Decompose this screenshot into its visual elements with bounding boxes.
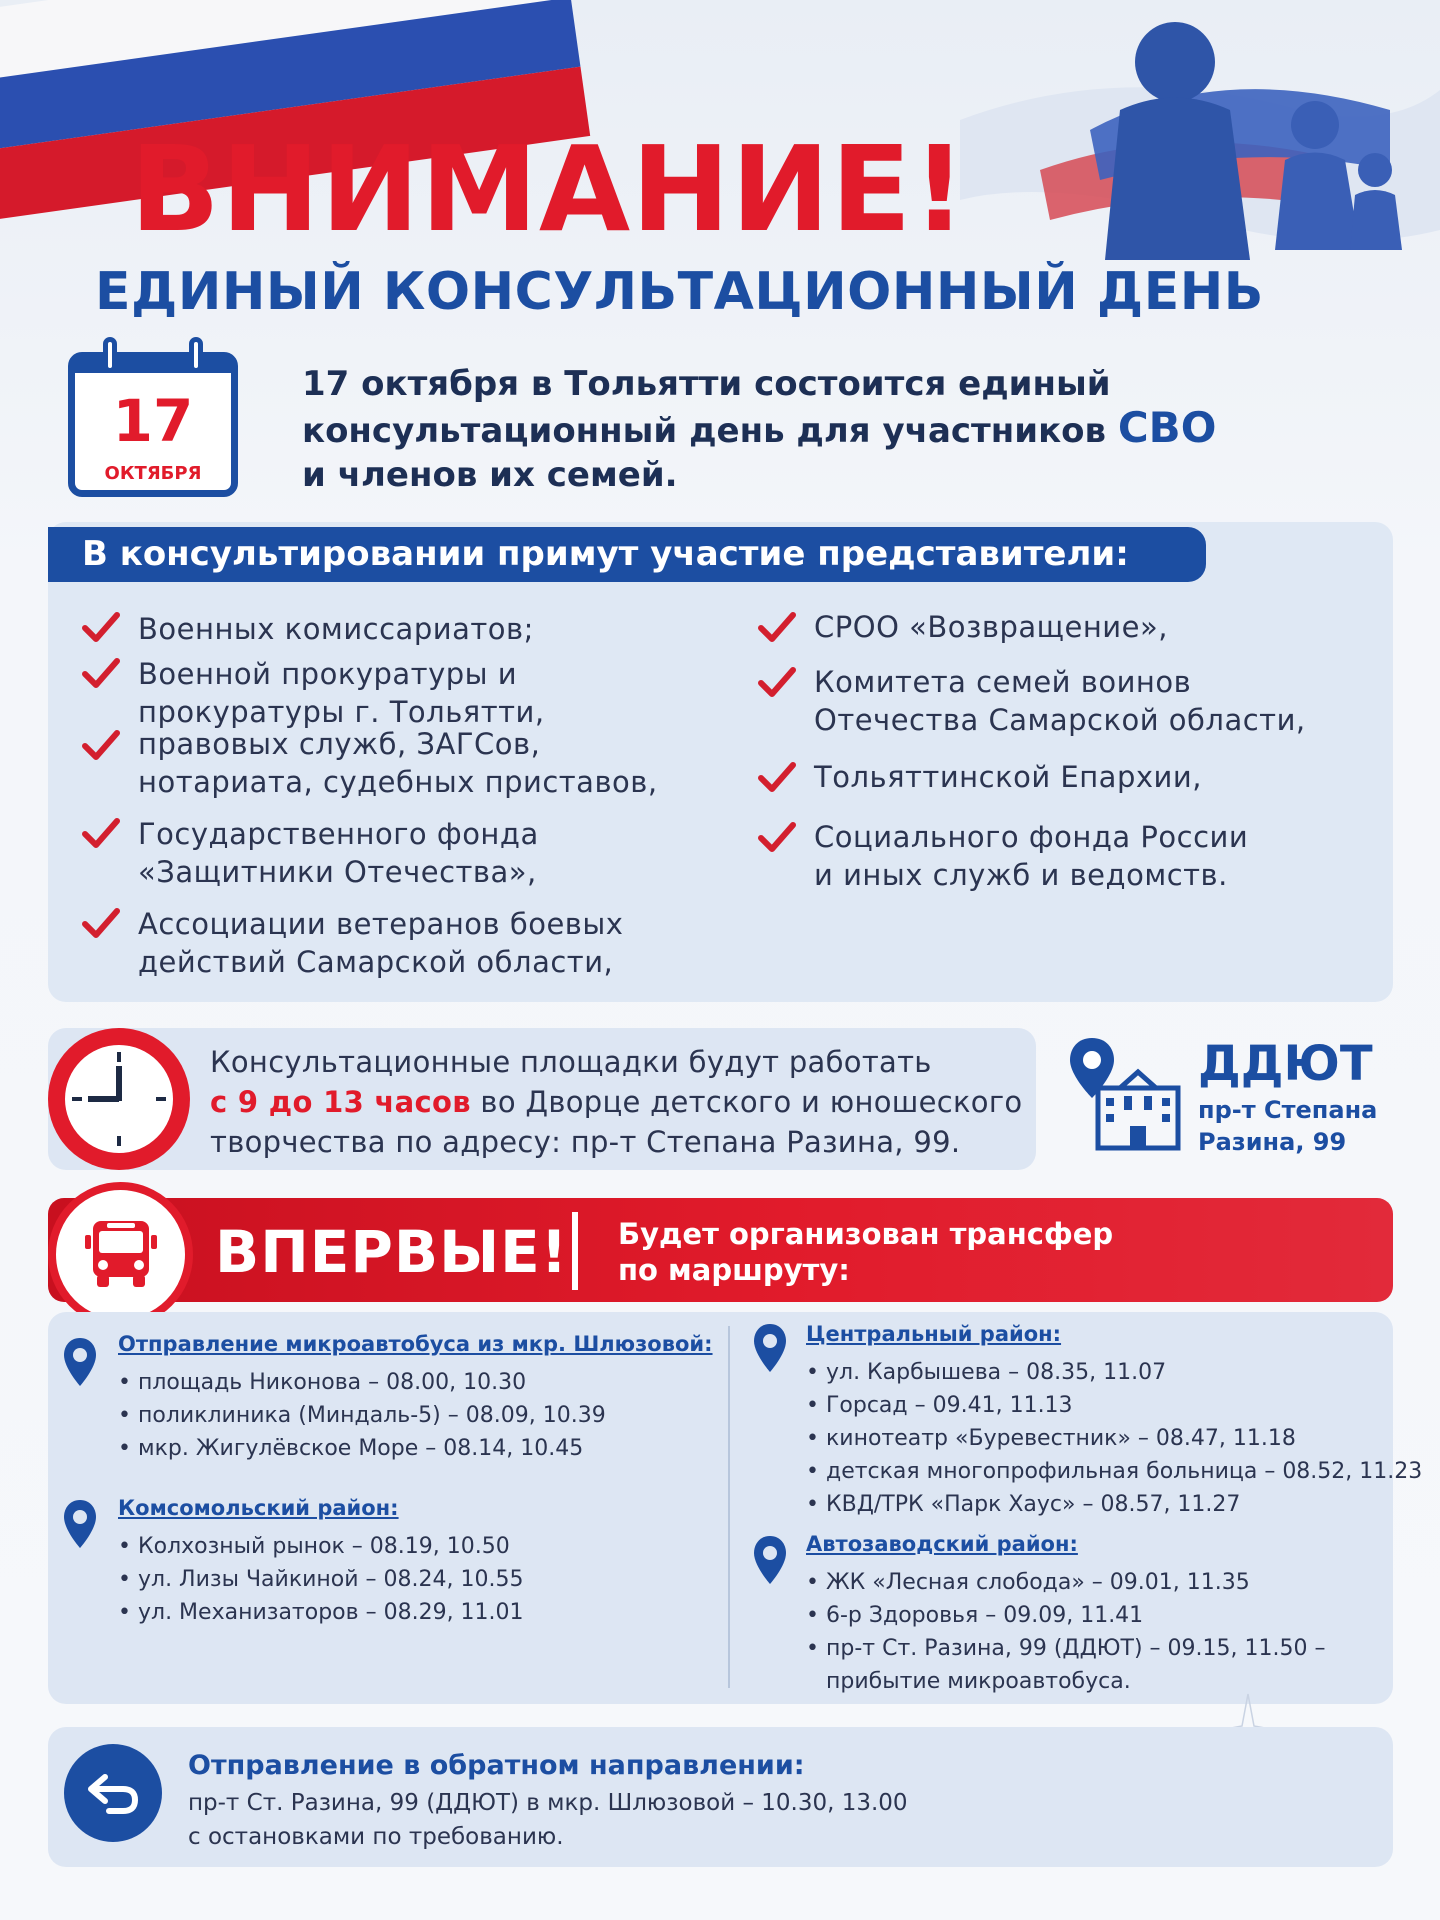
route-stops (118, 1530, 524, 1629)
location-name: ДДЮТ (1198, 1036, 1373, 1092)
check-icon (82, 818, 120, 848)
page-title: ВНИМАНИЕ! (130, 120, 968, 258)
route-stops (118, 1366, 606, 1465)
calendar-icon (68, 352, 238, 497)
calendar-month: ОКТЯБРЯ (104, 463, 202, 484)
participant-item: Военной прокуратуры и прокуратуры г. Тольятти, (138, 657, 545, 729)
map-pin-icon (62, 1498, 98, 1550)
hours-highlight: с 9 до 13 часов (210, 1085, 471, 1119)
check-icon (82, 612, 120, 642)
building-icon (1068, 1036, 1186, 1154)
route-title: Отправление микроавтобуса из мкр. Шлюзовой: (118, 1332, 713, 1356)
check-icon (758, 667, 796, 697)
check-icon (82, 730, 120, 760)
return-text: пр-т Ст. Разина, 99 (ДДЮТ) в мкр. Шлюзовой – 10.30, 13.00 с остановками по требованию. (188, 1790, 908, 1850)
banner-divider (572, 1212, 578, 1290)
route-stop: • детская многопрофильная больница – 08.52, 11.23 (806, 1455, 1422, 1488)
route-stop: • площадь Никонова – 08.00, 10.30 (118, 1366, 606, 1399)
participant-item: правовых служб, ЗАГСов, нотариата, судебных приставов, (138, 727, 658, 799)
participant-item: Тольяттинской Епархии, (814, 760, 1202, 794)
participant-item: Социального фонда России и иных служб и ведомств. (814, 820, 1249, 892)
return-title: Отправление в обратном направлении: (188, 1750, 805, 1781)
route-title: Автозаводский район: (806, 1532, 1078, 1556)
check-icon (758, 612, 796, 642)
route-stop: • ул. Карбышева – 08.35, 11.07 (806, 1356, 1422, 1389)
check-icon (82, 908, 120, 938)
svo-label: СВО (1117, 403, 1217, 452)
participant-item: Ассоциации ветеранов боевых действий Самарской области, (138, 907, 624, 979)
route-stops (806, 1566, 1326, 1698)
map-pin-icon (752, 1534, 788, 1586)
routes-divider (728, 1326, 730, 1688)
participant-item: Военных комиссариатов; (138, 612, 534, 646)
route-stop: • 6-р Здоровья – 09.09, 11.41 (806, 1599, 1326, 1632)
return-arrow-icon (64, 1744, 162, 1842)
route-stop: • Колхозный рынок – 08.19, 10.50 (118, 1530, 524, 1563)
route-stop: • поликлиника (Миндаль-5) – 08.09, 10.39 (118, 1399, 606, 1432)
route-stop: • мкр. Жигулёвское Море – 08.14, 10.45 (118, 1432, 606, 1465)
route-stop: • ЖК «Лесная слобода» – 09.01, 11.35 (806, 1566, 1326, 1599)
first-time-label: ВПЕРВЫЕ! (215, 1218, 569, 1286)
route-stops (806, 1356, 1422, 1521)
clock-icon (48, 1028, 190, 1170)
location-address: пр-т Степана Разина, 99 (1198, 1096, 1378, 1156)
page-subtitle: ЕДИНЫЙ КОНСУЛЬТАЦИОННЫЙ ДЕНЬ (95, 262, 1264, 322)
check-icon (758, 822, 796, 852)
hours-text: Консультационные площадки будут работать с 9 до 13 часов во Дворце детского и юношеского творчества по адресу: пр-т Степана Разина, 99. (210, 1045, 1023, 1159)
route-title: Комсомольский район: (118, 1496, 399, 1520)
route-stop: • КВД/ТРК «Парк Хаус» – 08.57, 11.27 (806, 1488, 1422, 1521)
check-icon (82, 658, 120, 688)
route-title: Центральный район: (806, 1322, 1062, 1346)
participant-item: Комитета семей воинов Отечества Самарской области, (814, 665, 1306, 737)
participant-item: СРОО «Возвращение», (814, 610, 1168, 644)
route-stop: • ул. Механизаторов – 08.29, 11.01 (118, 1596, 524, 1629)
map-pin-icon (752, 1322, 788, 1374)
transfer-text: Будет организован трансфер по маршруту: (618, 1217, 1114, 1287)
route-stop: • кинотеатр «Буревестник» – 08.47, 11.18 (806, 1422, 1422, 1455)
check-icon (758, 762, 796, 792)
calendar-day: 17 (112, 387, 194, 455)
intro-text: 17 октября в Тольятти состоится единый консультационный день для участников СВО и членов их семей. (302, 364, 1217, 495)
map-pin-icon (62, 1336, 98, 1388)
participant-item: Государственного фонда «Защитники Отечества», (138, 817, 539, 889)
bus-icon (48, 1182, 193, 1327)
participants-heading: В консультировании примут участие представители: (48, 527, 1206, 582)
route-stop: • ул. Лизы Чайкиной – 08.24, 10.55 (118, 1563, 524, 1596)
route-stop: • Горсад – 09.41, 11.13 (806, 1389, 1422, 1422)
route-stop: • пр-т Ст. Разина, 99 (ДДЮТ) – 09.15, 11.50 – (806, 1632, 1326, 1665)
route-stop-note: прибытие микроавтобуса. (826, 1669, 1131, 1694)
